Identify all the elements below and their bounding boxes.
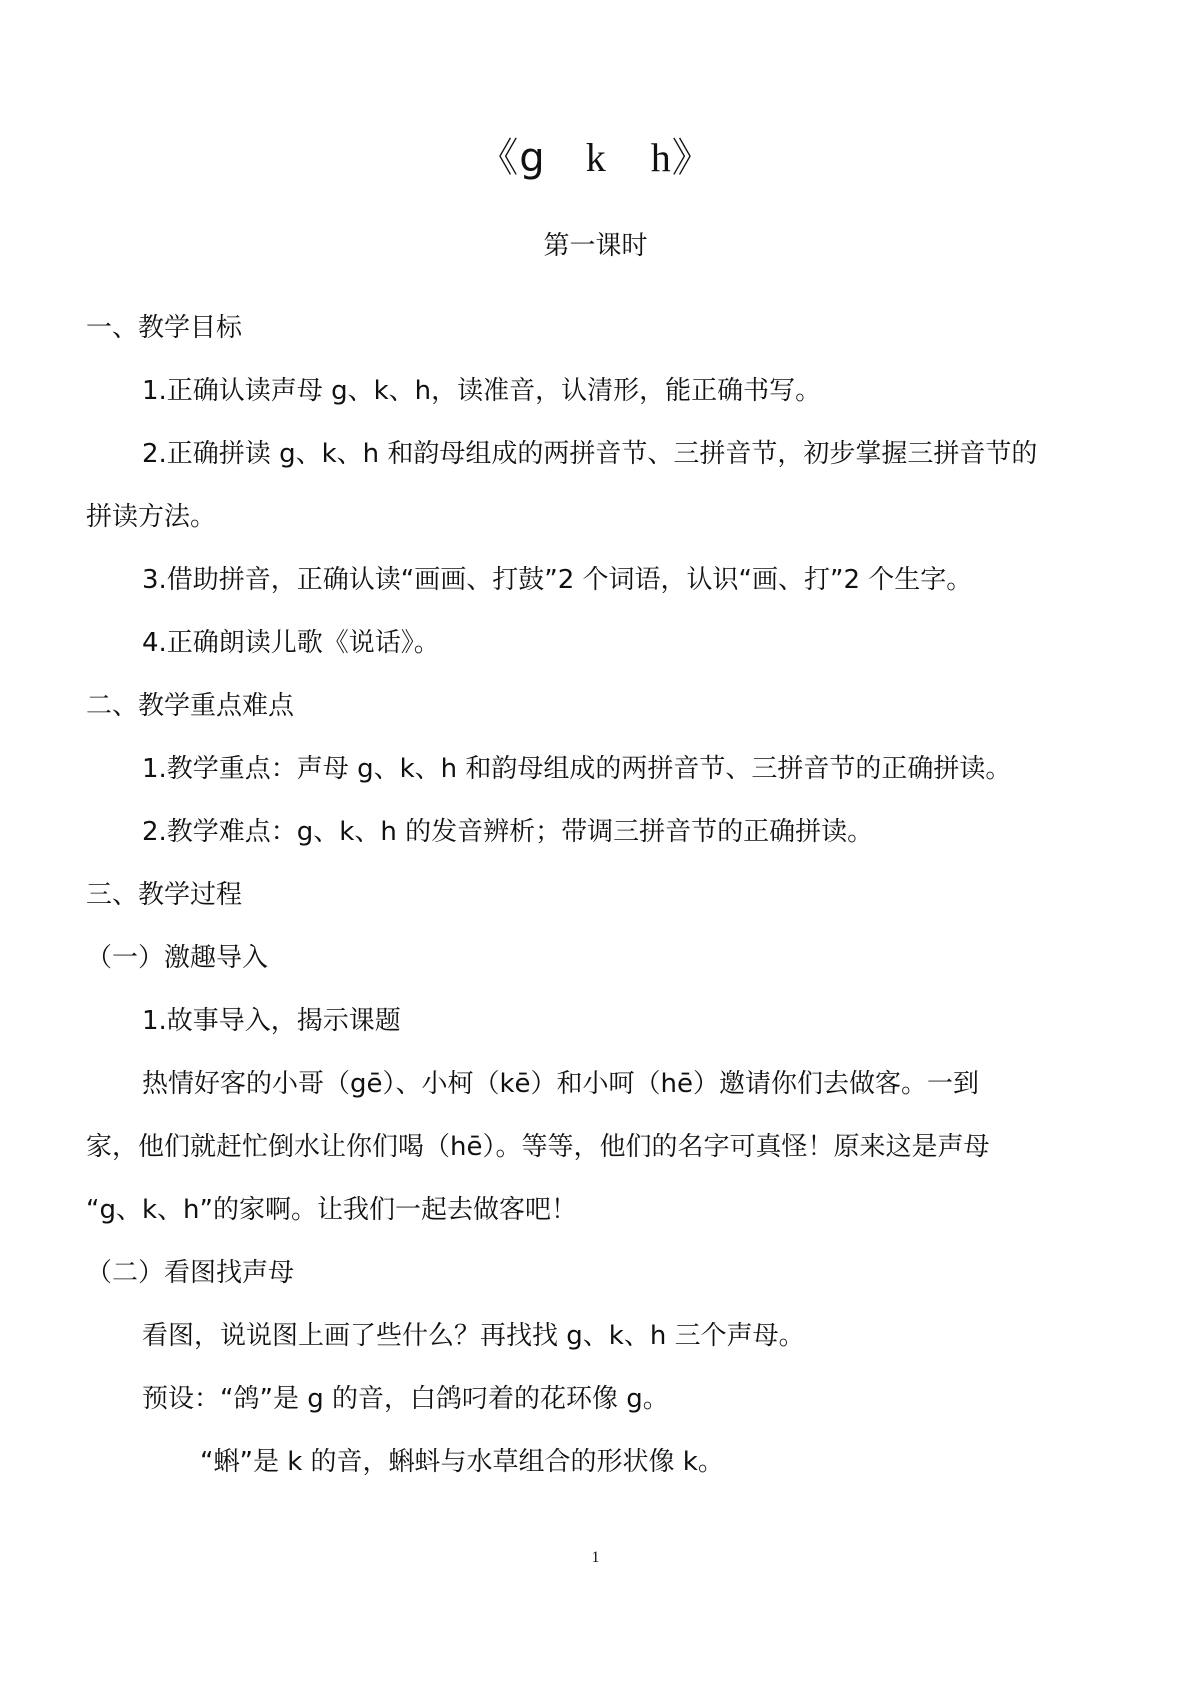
title-letter-g: g (519, 135, 546, 181)
section-heading-objectives: 一、教学目标 (86, 313, 243, 343)
section-heading-key-points: 二、教学重点难点 (86, 691, 295, 721)
find-initials-instruction: 看图，说说图上画了些什么？再找找 g、k、h 三个声母。 (142, 1321, 805, 1351)
difficult-point: 2.教学难点：g、k、h 的发音辨析；带调三拼音节的正确拼读。 (142, 817, 874, 847)
story-paragraph-line-3: “g、k、h”的家啊。让我们一起去做客吧！ (86, 1195, 577, 1225)
objective-2-continued: 拼读方法。 (86, 502, 217, 532)
objective-1: 1.正确认读声母 g、k、h，读准音，认清形，能正确书写。 (142, 376, 822, 406)
key-point: 1.教学重点：声母 g、k、h 和韵母组成的两拼音节、三拼音节的正确拼读。 (142, 754, 1012, 784)
title-letter-h: h (650, 135, 672, 180)
objective-4: 4.正确朗读儿歌《说话》。 (142, 628, 440, 658)
intro-step-1: 1.故事导入，揭示课题 (142, 1006, 401, 1036)
title-close-bracket: 》 (671, 135, 713, 181)
story-paragraph-line-1: 热情好客的小哥（gē）、小柯（kē）和小呵（hē）邀请你们去做客。一到 (142, 1069, 980, 1099)
preset-answer-g: 预设：“鸽”是 g 的音，白鸽叼着的花环像 g。 (142, 1384, 669, 1414)
subsection-heading-find-initials: （二）看图找声母 (86, 1258, 295, 1288)
title-open-bracket: 《 (478, 135, 520, 181)
objective-2: 2.正确拼读 g、k、h 和韵母组成的两拼音节、三拼音节，初步掌握三拼音节的 (142, 439, 1038, 469)
lesson-title (0, 130, 1191, 186)
story-paragraph-line-2: 家，他们就赶忙倒水让你们喝（hē）。等等，他们的名字可真怪！原来这是声母 (86, 1132, 990, 1162)
page-number: 1 (591, 1549, 600, 1566)
section-heading-process: 三、教学过程 (86, 880, 243, 910)
lesson-subtitle: 第一课时 (543, 231, 648, 261)
preset-answer-k: “蝌”是 k 的音，蝌蚪与水草组合的形状像 k。 (200, 1447, 724, 1477)
objective-3: 3.借助拼音，正确认读“画画、打鼓”2 个词语，认识“画、打”2 个生字。 (142, 565, 973, 595)
title-letter-k: k (585, 135, 607, 180)
subsection-heading-intro: （一）激趣导入 (86, 943, 269, 973)
